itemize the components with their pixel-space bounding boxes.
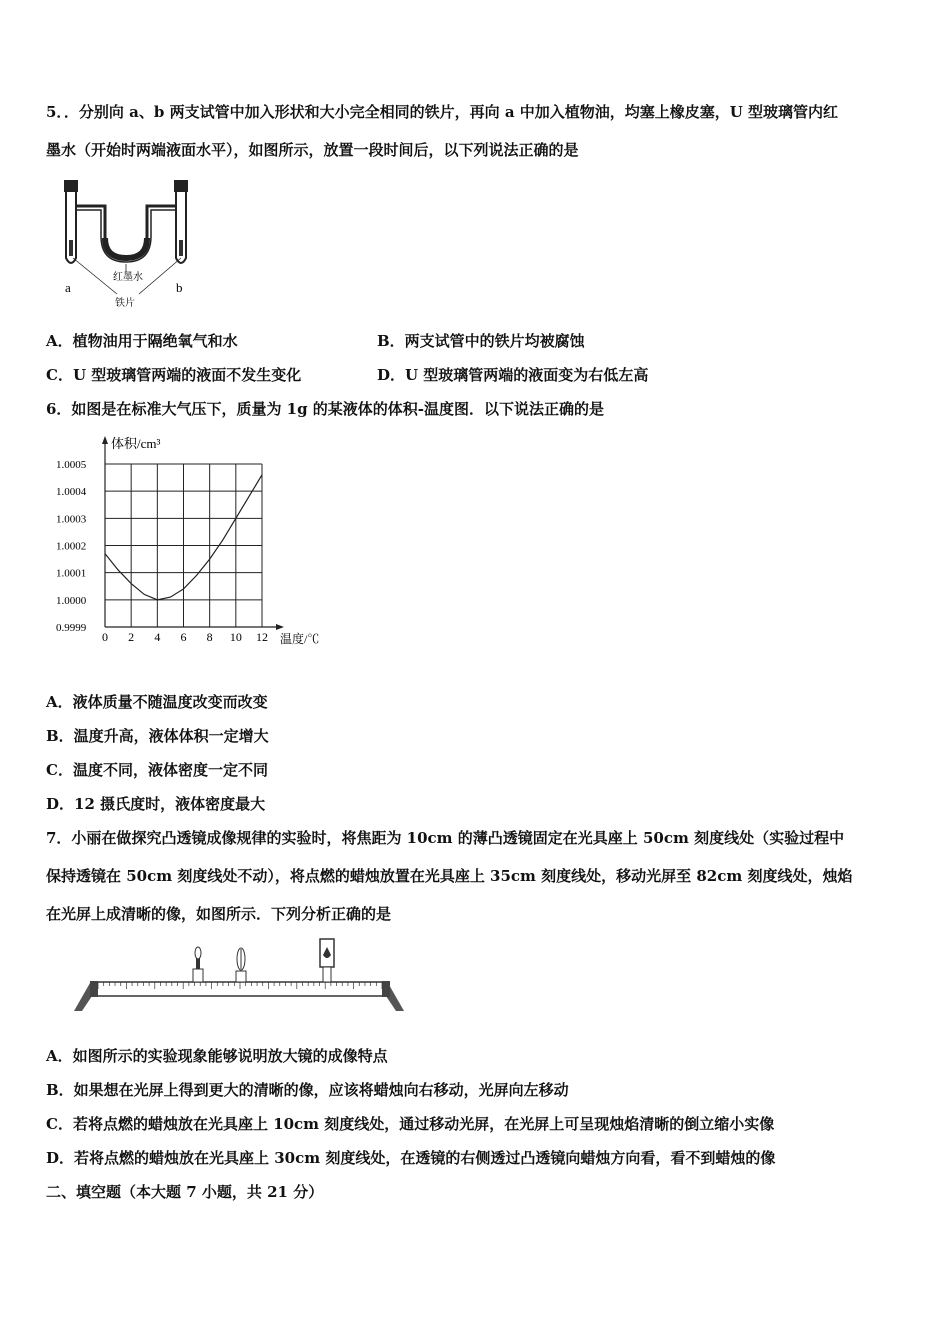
candle-holder (193, 947, 203, 982)
x-tick-label: 8 (206, 630, 213, 644)
label-iron: 铁片 (115, 298, 135, 309)
q7-stem-line3: 在光屏上成清晰的像，如图所示．下列分析正确的是 (46, 905, 392, 923)
y-tick-label: 1.0000 (56, 594, 87, 607)
x-tick-label: 2 (128, 630, 135, 644)
q6-option-c: C．温度不同，液体密度一定不同 (46, 761, 268, 779)
q5-u-tube-figure (55, 176, 225, 316)
y-tick-label: 1.0005 (56, 459, 87, 471)
convex-lens (236, 948, 246, 982)
q7-stem-line2: 保持透镜在 50cm 刻度线处不动），将点燃的蜡烛放置在光具座上 35cm 刻度线处，移动光屏至 82cm 刻度线处，烛焰 (46, 867, 853, 885)
x-axis-label: 温度/℃ (280, 632, 320, 646)
y-axis-arrow (102, 436, 108, 444)
label-red-ink: 红墨水 (113, 272, 143, 283)
x-tick-label: 12 (256, 630, 268, 644)
x-tick-label: 4 (154, 630, 161, 644)
x-tick-label: 0 (102, 630, 108, 644)
q5-option-d: D．U 型玻璃管两端的液面变为右低左高 (377, 366, 649, 384)
q7-option-a: A．如图所示的实验现象能够说明放大镜的成像特点 (46, 1047, 388, 1065)
y-tick-label: 1.0003 (56, 513, 87, 526)
optical-bench-figure (70, 935, 415, 1015)
q6-stem: 6．如图是在标准大气压下，质量为 1g 的某液体的体积-温度图．以下说法正确的是 (46, 400, 605, 418)
q5-option-c: C．U 型玻璃管两端的液面不发生变化 (46, 366, 302, 384)
x-tick-label: 6 (180, 630, 187, 644)
stopper-a (64, 180, 78, 192)
q5-option-a: A．植物油用于隔绝氧气和水 (46, 332, 238, 350)
stopper-b (174, 180, 188, 192)
q5-option-b: B．两支试管中的铁片均被腐蚀 (377, 332, 585, 350)
x-tick-label: 10 (229, 630, 242, 644)
label-a: a (65, 280, 71, 295)
y-axis-label: 体积/cm³ (111, 436, 161, 451)
q5-stem-line2: 墨水（开始时两端液面水平），如图所示，放置一段时间后，以下列说法正确的是 (46, 141, 579, 159)
light-screen (320, 939, 334, 982)
y-tick-label: 1.0001 (56, 567, 87, 580)
label-b: b (176, 280, 183, 295)
x-axis-arrow (276, 624, 284, 630)
u-tube (76, 206, 176, 258)
q6-option-d: D．12 摄氏度时，液体密度最大 (46, 795, 266, 813)
q7-stem-line1: 7．小丽在做探究凸透镜成像规律的实验时，将焦距为 10cm 的薄凸透镜固定在光具座上 50cm 刻度线处（实验过程中 (46, 829, 845, 847)
q6-option-b: B．温度升高，液体体积一定增大 (46, 727, 269, 745)
volume-temperature-chart (50, 434, 340, 659)
iron-sheet-b (179, 240, 183, 256)
y-tick-label: 0.9999 (56, 622, 87, 634)
q7-option-c: C．若将点燃的蜡烛放在光具座上 10cm 刻度线处，通过移动光屏，在光屏上可呈现烛焰清晰的倒立缩小实像 (46, 1115, 775, 1133)
q7-option-d: D．若将点燃的蜡烛放在光具座上 30cm 刻度线处，在透镜的右侧透过凸透镜向蜡烛方向看，看不到蜡烛的像 (46, 1149, 776, 1167)
section-2-title: 二、填空题（本大题 7 小题，共 21 分） (46, 1183, 324, 1201)
q7-option-b: B．如果想在光屏上得到更大的清晰的像，应该将蜡烛向右移动，光屏向左移动 (46, 1081, 569, 1099)
y-tick-label: 1.0002 (56, 540, 87, 553)
y-tick-label: 1.0004 (56, 486, 87, 499)
q6-option-a: A．液体质量不随温度改变而改变 (46, 693, 268, 711)
q5-stem-line1: 5．．分别向 a、b 两支试管中加入形状和大小完全相同的铁片，再向 a 中加入植物油，均塞上橡皮塞，U 型玻璃管内红 (46, 103, 839, 121)
red-ink (105, 238, 147, 258)
iron-sheet-a (69, 240, 73, 256)
